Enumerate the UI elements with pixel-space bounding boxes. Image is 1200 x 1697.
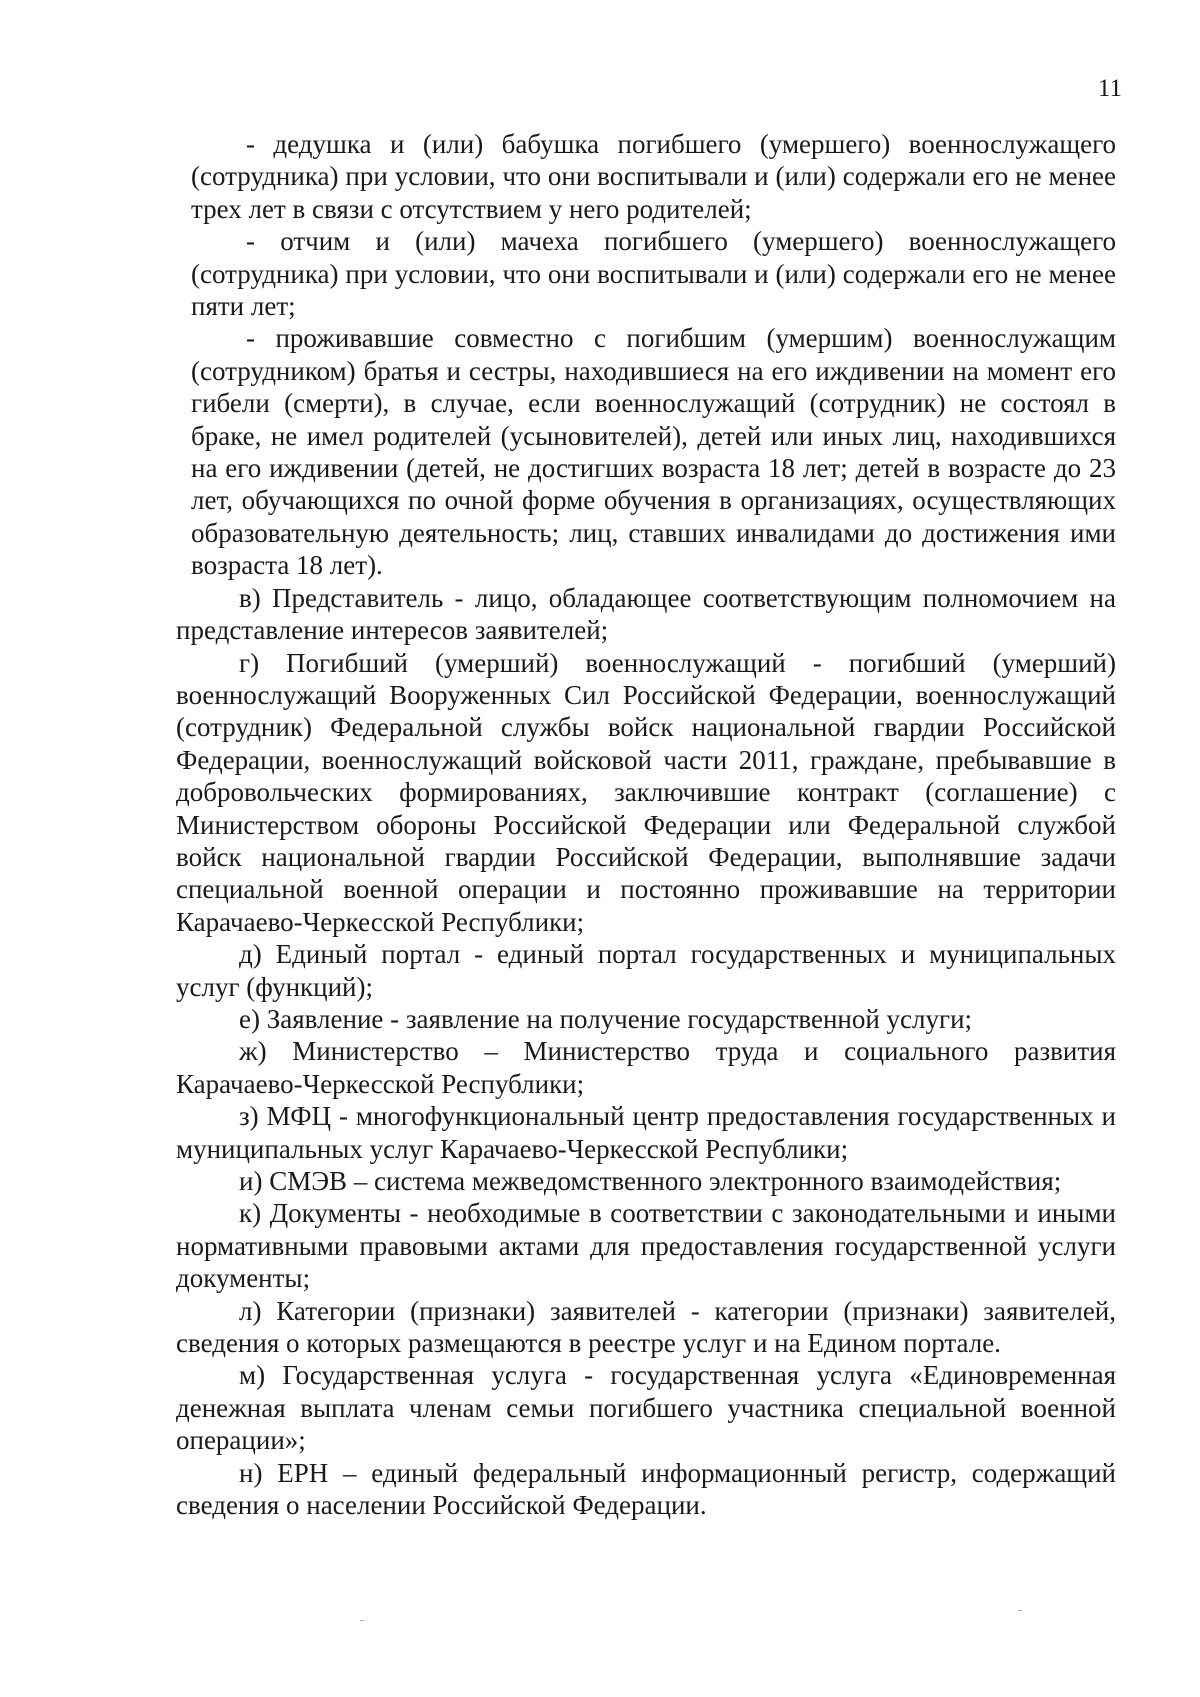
definition-state-service: м) Государственная услуга - государственная услуга «Единовременная денежная выплата членам семьи погибшего участника специальной военной операции»; bbox=[176, 1360, 1116, 1456]
paragraph-stepparents: - отчим и (или) мачеха погибшего (умершего) военнослужащего (сотрудника) при условии, что они воспитывали и (или) содержали его не менее пяти лет; bbox=[191, 226, 1116, 322]
definition-deceased-serviceman: г) Погибший (умерший) военнослужащий - погибший (умерший) военнослужащий Вооруженных Сил Российской Федерации, военнослужащий (сотрудник) Федеральной службы войск национальной гвардии Российской Федерации, военнослужащий войсковой части 2011, граждане, пребывавшие в добровольческих формированиях, заключившие контракт (соглашение) с Министерством обороны Российской Федерации или Федеральной службой войск национальной гвардии Российской Федерации, выполнявшие задачи специальной военной операции и постоянно проживавшие на территории Карачаево-Черкесской Республики; bbox=[176, 647, 1116, 937]
page-number: 11 bbox=[1097, 75, 1122, 102]
definition-unified-portal: д) Единый портал - единый портал государственных и муниципальных услуг (функций); bbox=[176, 939, 1116, 1002]
definition-representative: в) Представитель - лицо, обладающее соответствующим полномочием на представление интересов заявителей; bbox=[176, 582, 1116, 646]
definition-smev: и) СМЭВ – система межведомственного электронного взаимодействия; bbox=[239, 1166, 1062, 1196]
definition-documents: к) Документы - необходимые в соответствии с законодательными и иными нормативными правовыми актами для предоставления государственной услуги документы; bbox=[176, 1198, 1116, 1294]
paragraph-grandparents: - дедушка и (или) бабушка погибшего (умершего) военнослужащего (сотрудника) при условии, что они воспитывали и (или) содержали его не менее трех лет в связи с отсутствием у него родителей; bbox=[191, 129, 1116, 224]
definition-applicant-categories: л) Категории (признаки) заявителей - категории (признаки) заявителей, сведения о которых размещаются в реестре услуг и на Едином портале. bbox=[176, 1295, 1116, 1359]
definition-mfc: з) МФЦ - многофункциональный центр предоставления государственных и муниципальных услуг Карачаево-Черкесской Республики; bbox=[176, 1101, 1116, 1164]
document-body bbox=[176, 128, 1116, 1521]
definition-application: е) Заявление - заявление на получение государственной услуги; bbox=[239, 1003, 973, 1034]
scan-speck bbox=[1018, 1610, 1022, 1611]
paragraph-siblings: - проживавшие совместно с погибшим (умершим) военнослужащим (сотрудником) братья и сестры, находившиеся на его иждивении на момент его гибели (смерти), в случае, если военнослужащий (сотрудник) не состоял в браке, не имел родителей (усыновителей), детей или иных лиц, находившихся на его иждивении (детей, не достигших возраста 18 лет; детей в возрасте до 23 лет, обучающихся по очной форме обучения в организациях, осуществляющих образовательную деятельность; лиц, ставших инвалидами до достижения ими возраста 18 лет). bbox=[191, 323, 1116, 581]
definition-ern: н) ЕРН – единый федеральный информационный регистр, содержащий сведения о населении Российской Федерации. bbox=[176, 1457, 1116, 1521]
scan-speck bbox=[360, 1620, 364, 1621]
definition-ministry: ж) Министерство – Министерство труда и социального развития Карачаево-Черкесской Республики; bbox=[176, 1036, 1116, 1099]
